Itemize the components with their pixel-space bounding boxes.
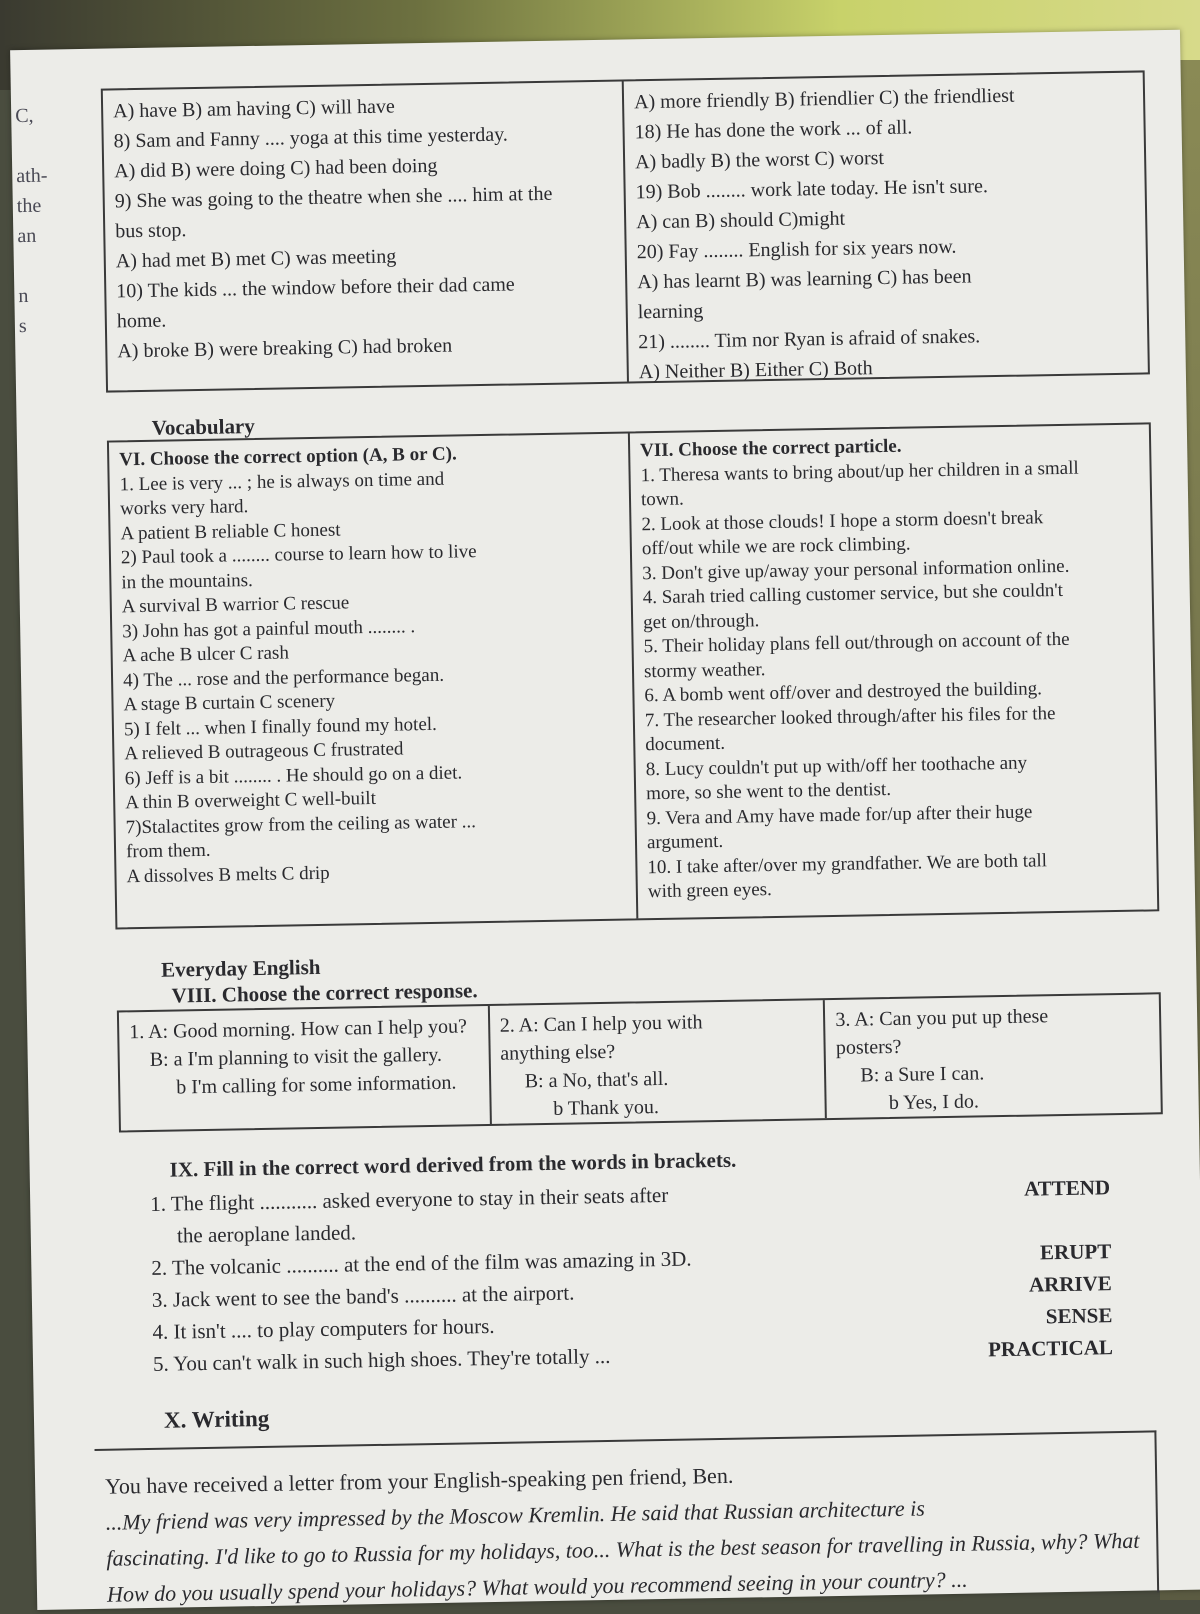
dialogue-line: 2. A: Can I help you with bbox=[499, 1011, 703, 1037]
root-word: PRACTICAL bbox=[987, 1335, 1114, 1362]
dialogue-line: 1. A: Good morning. How can I help you? bbox=[129, 1015, 468, 1044]
grammar-line: A) has learnt B) was learning C) has been bbox=[637, 265, 972, 294]
vocab-line: A thin B overweight C well-built bbox=[125, 787, 377, 814]
vocab-line: 5) I felt ... when I finally found my hotel. bbox=[123, 713, 438, 740]
grammar-left-column bbox=[103, 82, 627, 391]
vocab-line: A patient B reliable C honest bbox=[120, 519, 341, 544]
particle-line: 4. Sarah tried calling customer service, but she couldn't bbox=[642, 579, 1064, 609]
exercise-heading: VI. Choose the correct option (A, B or C). bbox=[119, 443, 457, 471]
dialogue-cell bbox=[487, 1000, 825, 1124]
grammar-line: 8) Sam and Fanny .... yoga at this time yesterday. bbox=[113, 123, 509, 153]
word-formation-sentence: 1. The flight ........... asked everyone to stay in their seats after bbox=[150, 1182, 669, 1216]
grammar-line: 19) Bob ........ work late today. He isn't sure. bbox=[635, 175, 989, 204]
vocab-line: 1. Lee is very ... ; he is always on time and bbox=[119, 468, 445, 495]
word-formation-sentence: 4. It isn't .... to play computers for hours. bbox=[152, 1313, 495, 1344]
vocab-line: 4) The ... rose and the performance began. bbox=[122, 664, 445, 691]
vocabulary-left-column bbox=[109, 433, 636, 927]
particle-line: off/out while we are rock climbing. bbox=[641, 533, 911, 560]
writing-intro: You have received a letter from your English-speaking pen friend, Ben. bbox=[104, 1462, 734, 1499]
section-title-vocabulary: Vocabulary bbox=[151, 413, 255, 440]
dialogue-line: anything else? bbox=[500, 1040, 616, 1065]
root-word: ATTEND bbox=[1023, 1175, 1111, 1201]
grammar-line: bus stop. bbox=[115, 219, 187, 243]
vocab-line: 6) Jeff is a bit ........ . He should go on a diet. bbox=[124, 761, 463, 789]
grammar-right-column bbox=[622, 72, 1148, 384]
grammar-line: 9) She was going to the theatre when she .... him at the bbox=[114, 182, 553, 213]
particle-line: document. bbox=[645, 732, 726, 756]
dialogue-line: B: a Sure I can. bbox=[860, 1062, 985, 1087]
particle-line: more, so she went to the dentist. bbox=[645, 778, 892, 805]
grammar-line: A) can B) should C)might bbox=[635, 207, 846, 234]
vocab-line: 7)Stalactites grow from the ceiling as water ... bbox=[125, 810, 477, 838]
vocab-line: A stage B curtain C scenery bbox=[123, 690, 336, 716]
dialogue-line: B: a I'm planning to visit the gallery. bbox=[149, 1043, 443, 1071]
particle-line: stormy weather. bbox=[643, 658, 766, 682]
vocab-line: in the mountains. bbox=[121, 569, 253, 593]
vocab-line: from them. bbox=[125, 839, 211, 863]
grammar-line: home. bbox=[116, 309, 167, 333]
word-formation-list bbox=[150, 1171, 1113, 1380]
grammar-line: learning bbox=[637, 300, 704, 324]
root-word: SENSE bbox=[1045, 1303, 1113, 1329]
word-formation-sentence: 2. The volcanic .......... at the end of the film was amazing in 3D. bbox=[151, 1246, 692, 1280]
writing-task bbox=[105, 1450, 1157, 1612]
worksheet-page bbox=[10, 30, 1200, 1610]
grammar-line: A) broke B) were breaking C) had broken bbox=[117, 334, 453, 363]
vocab-line: A survival B warrior C rescue bbox=[121, 592, 350, 618]
particle-line: 6. A bomb went off/over and destroyed the building. bbox=[644, 678, 1043, 707]
vocab-line: A relieved B outrageous C frustrated bbox=[124, 738, 404, 765]
margin-fragment: s bbox=[18, 314, 27, 338]
vocabulary-right-column bbox=[628, 424, 1157, 918]
vocab-line: works very hard. bbox=[119, 496, 249, 520]
grammar-line: A) Neither B) Either C) Both bbox=[638, 357, 873, 384]
particle-line: 3. Don't give up/away your personal information online. bbox=[642, 555, 1070, 584]
grammar-line: A) had met B) met C) was meeting bbox=[115, 245, 397, 273]
word-formation-sentence: 3. Jack went to see the band's .......... at the airport. bbox=[151, 1280, 575, 1312]
particle-line: town. bbox=[640, 488, 684, 511]
margin-fragment: an bbox=[17, 224, 37, 248]
margin-fragment: n bbox=[18, 284, 29, 308]
exercise-heading: VII. Choose the correct particle. bbox=[639, 435, 902, 462]
everyday-table bbox=[117, 992, 1163, 1132]
exercise-heading: IX. Fill in the correct word derived from the words in brackets. bbox=[169, 1147, 737, 1182]
root-word: ERUPT bbox=[1039, 1239, 1112, 1265]
exercise-heading: VIII. Choose the correct response. bbox=[171, 978, 478, 1008]
vocab-line: 3) John has got a painful mouth ........ . bbox=[122, 615, 416, 642]
word-formation-sentence: 5. You can't walk in such high shoes. They're totally ... bbox=[152, 1343, 611, 1376]
grammar-line: 18) He has done the work ... of all. bbox=[634, 116, 913, 144]
dialogue-line: b Thank you. bbox=[553, 1096, 660, 1120]
margin-fragment: ath- bbox=[16, 164, 48, 188]
dialogue-line: 3. A: Can you put up these bbox=[835, 1005, 1049, 1031]
particle-line: 5. Their holiday plans fell out/through on account of the bbox=[643, 628, 1070, 658]
dialogue-line: b Yes, I do. bbox=[888, 1090, 980, 1115]
root-word bbox=[1110, 1203, 1111, 1235]
particle-line: 8. Lucy couldn't put up with/off her toothache any bbox=[645, 752, 1028, 780]
particle-line: get on/through. bbox=[642, 609, 760, 633]
grammar-line: 21) ........ Tim nor Ryan is afraid of snakes. bbox=[638, 325, 981, 354]
margin-fragment: C, bbox=[15, 104, 34, 128]
particle-line: argument. bbox=[646, 830, 724, 854]
particle-line: 9. Vera and Amy have made for/up after their huge bbox=[646, 800, 1033, 829]
grammar-line: 10) The kids ... the window before their dad came bbox=[116, 273, 515, 303]
letter-excerpt-line: How do you usually spend your holidays? What would you recommend seeing in your country? ... bbox=[106, 1566, 968, 1607]
letter-excerpt-line: fascinating. I'd like to go to Russia for my holidays, too... What is the best season for travelling in Russia, why? What bbox=[106, 1527, 1140, 1571]
word-formation-sentence: the aeroplane landed. bbox=[150, 1220, 357, 1248]
vocabulary-table bbox=[107, 422, 1159, 929]
margin-fragment: the bbox=[16, 194, 42, 218]
grammar-table bbox=[101, 70, 1150, 392]
particle-line: with green eyes. bbox=[647, 879, 773, 903]
root-word: ARRIVE bbox=[1028, 1271, 1112, 1297]
dialogue-line: b I'm calling for some information. bbox=[176, 1071, 457, 1099]
letter-excerpt-line: ...My friend was very impressed by the Moscow Kremlin. He said that Russian architecture is bbox=[105, 1495, 926, 1535]
dialogue-cell bbox=[823, 994, 1161, 1118]
grammar-line: 20) Fay ........ English for six years now. bbox=[636, 235, 957, 264]
dialogue-line: posters? bbox=[835, 1035, 902, 1059]
vocab-line: A ache B ulcer C rash bbox=[122, 642, 290, 667]
dialogue-cell bbox=[119, 1006, 490, 1130]
grammar-line: A) badly B) the worst C) worst bbox=[634, 146, 885, 174]
exercise-heading: X. Writing bbox=[163, 1405, 270, 1433]
vocab-line: 2) Paul took a ........ course to learn how to live bbox=[120, 541, 477, 569]
grammar-line: A) did B) were doing C) had been doing bbox=[114, 154, 438, 183]
particle-line: 2. Look at those clouds! I hope a storm doesn't break bbox=[641, 506, 1044, 535]
section-title-everyday-english: Everyday English bbox=[160, 954, 321, 982]
grammar-line: A) more friendly B) friendlier C) the friendliest bbox=[633, 84, 1015, 114]
particle-line: 1. Theresa wants to bring about/up her children in a small bbox=[640, 457, 1079, 486]
dialogue-line: B: a No, that's all. bbox=[524, 1067, 669, 1093]
particle-line: 10. I take after/over my grandfather. We are both tall bbox=[647, 849, 1048, 878]
grammar-line: A) have B) am having C) will have bbox=[112, 95, 395, 123]
particle-line: 7. The researcher looked through/after his files for the bbox=[644, 702, 1056, 731]
vocab-line: A dissolves B melts C drip bbox=[126, 862, 330, 887]
